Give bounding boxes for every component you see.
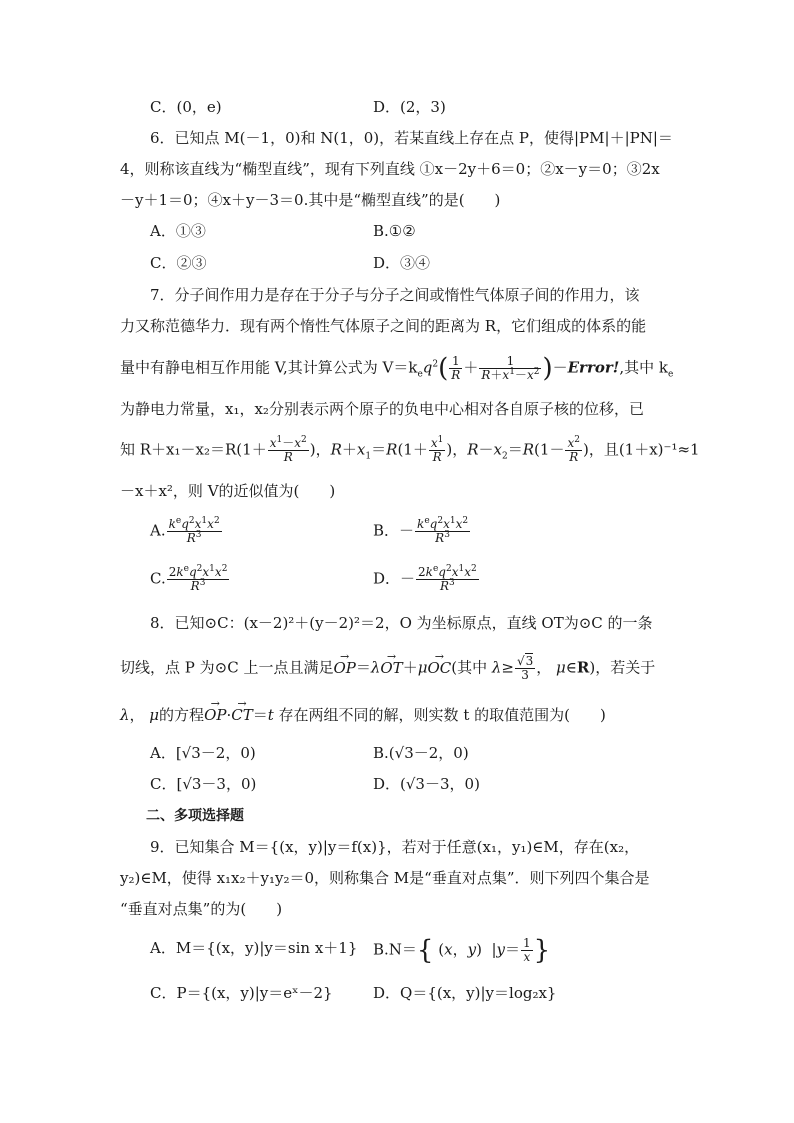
q8-stem-line-3: λ， μ的方程→ OP·→ CT＝t 存在两组不同的解，则实数 t 的取值范围为( )	[120, 704, 606, 726]
q8-option-c[interactable]: C．[√3－3，0)	[150, 775, 257, 793]
q6-option-b[interactable]: B.①②	[373, 222, 416, 240]
q6-stem-line-1: 6．已知点 M(－1，0)和 N(1，0)，若某直线上存在点 P，使得|PM|＋|PN|＝	[150, 129, 673, 147]
q7-option-c[interactable]: C. $\frac{2k^eq^2x^1x^2}{R^3}$	[150, 564, 228, 593]
q9-option-a[interactable]: A．M＝{(x，y)|y＝sin x＋1}	[150, 939, 358, 957]
q9-option-b[interactable]: B.N＝{ (x，y) |y＝ $\frac{1}{x}$ }	[373, 935, 551, 966]
q7-stem-line-6: －x＋x²，则 V的近似值为( )	[120, 482, 336, 500]
q9-stem-line-2: y₂)∈M，使得 x₁x₂＋y₁y₂＝0，则称集合 M是“垂直对点集”．则下列四个集合是	[120, 869, 650, 887]
q8-option-d[interactable]: D．(√3－3，0)	[373, 775, 480, 793]
q6-stem-line-3: －y＋1＝0；④x＋y－3＝0.其中是“椭型直线”的是( )	[120, 191, 501, 209]
q7-option-a[interactable]: A. $\frac{k^eq^2x^1x^2}{R^3}$	[150, 516, 220, 545]
q7-option-b[interactable]: B．－ $\frac{k^eq^2x^1x^2}{R^3}$	[373, 516, 469, 545]
q7-stem-line-4: 为静电力常量，x₁，x₂分别表示两个原子的负电中心相对各自原子核的位移，已	[120, 400, 644, 418]
q9-option-d[interactable]: D．Q＝{(x，y)|y＝log₂x}	[373, 984, 557, 1002]
q7-option-d[interactable]: D．－ $\frac{2k^eq^2x^1x^2}{R^3}$	[373, 564, 477, 593]
q7-stem-line-5: 知 R＋x₁－x₂＝R(1＋ $\frac{x^1-x^2}{R}$ )，$R+x_1=R(1+$ $\frac{x^1}{R}$ )，$R-x_2=R(1-$ $\frac{x^2}{R}$ )，且(1＋x)⁻¹≈1	[120, 435, 700, 464]
q5-option-c[interactable]: C．(0，e)	[150, 98, 222, 116]
error-marker: Error!	[567, 358, 620, 377]
q7-stem-line-2: 力又称范德华力．现有两个惰性气体原子之间的距离为 R，它们组成的体系的能	[120, 317, 647, 335]
q8-stem-line-1: 8．已知⊙C：(x－2)²＋(y－2)²＝2，O 为坐标原点，直线 OT为⊙C 的一条	[150, 614, 653, 632]
q8-option-a[interactable]: A．[√3－2，0)	[150, 744, 256, 762]
section-heading-multi-choice: 二、多项选择题	[146, 808, 244, 824]
q7-stem-line-1: 7．分子间作用力是存在于分子与分子之间或惰性气体原子间的作用力，该	[150, 286, 640, 304]
q7-stem-line-3: 量中有静电相互作用能 V,其计算公式为 $V=k_eq^2$( $\frac{1}{R}$ ＋ $\frac{1}{R+x^1-x^2}$ )－Error!,其中 $k_e$	[120, 353, 674, 384]
q9-option-c[interactable]: C．P＝{(x，y)|y＝eˣ－2}	[150, 984, 333, 1002]
q6-stem-line-2: 4，则称该直线为“椭型直线”，现有下列直线 ①x－2y＋6＝0；②x－y＝0；③2x	[120, 160, 660, 178]
q6-option-c[interactable]: C．②③	[150, 254, 207, 272]
q9-stem-line-1: 9．已知集合 M＝{(x，y)|y＝f(x)}，若对于任意(x₁，y₁)∈M，存在(x₂，	[150, 838, 640, 856]
q6-option-a[interactable]: A．①③	[150, 222, 206, 240]
q6-option-d[interactable]: D．③④	[373, 254, 431, 272]
q8-stem-line-2: 切线，点 P 为⊙C 上一点且满足→ OP＝λ→ OT＋μ→ OC(其中 λ≥ $\frac{√3}{3}$ ， μ∈R)，若关于	[120, 655, 655, 682]
q9-stem-line-3: “垂直对点集”的为( )	[120, 900, 283, 918]
q8-option-b[interactable]: B.(√3－2，0)	[373, 744, 469, 762]
q5-option-d[interactable]: D．(2，3)	[373, 98, 446, 116]
